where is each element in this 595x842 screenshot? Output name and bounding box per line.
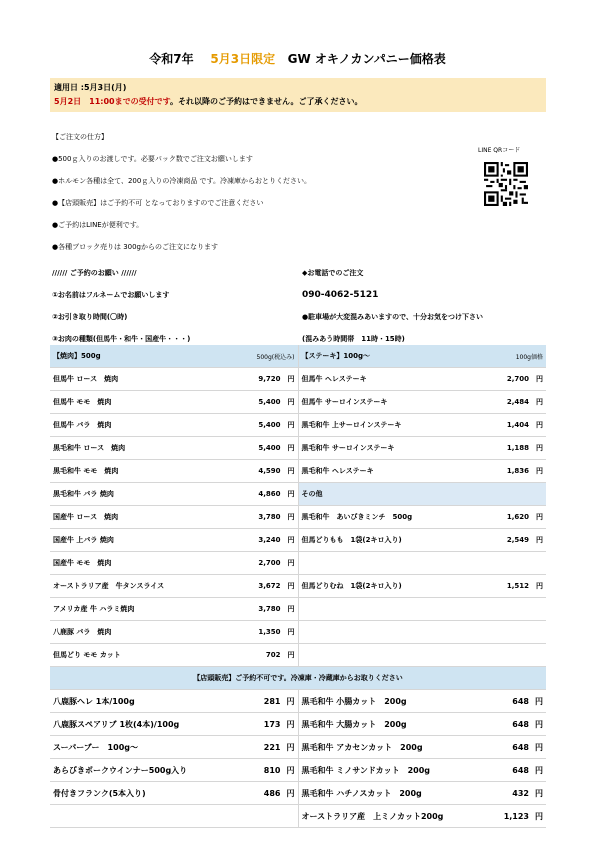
busy-hours: (混みあう時間帯 11時・15時) bbox=[302, 335, 405, 343]
yen-unit: 円 bbox=[535, 788, 543, 798]
price-value: 281 bbox=[263, 696, 281, 706]
price-value: 5,400 bbox=[258, 398, 281, 406]
product-name: 黒毛和牛 モモ 焼肉 bbox=[50, 460, 198, 483]
price-value: 5,400 bbox=[258, 421, 281, 429]
instruction-item: ●500ｇ入りのお渡しです。必要パック数でご注文お願いします bbox=[52, 155, 253, 163]
price-value: 5,400 bbox=[258, 444, 281, 452]
price-cell bbox=[198, 782, 298, 805]
product-name: 黒毛和牛 ハチノスカット 200g bbox=[298, 782, 468, 805]
page-title bbox=[0, 50, 595, 67]
table-row bbox=[50, 506, 546, 529]
price-cell bbox=[198, 368, 298, 391]
price-cell bbox=[198, 598, 298, 621]
table-row bbox=[50, 805, 546, 828]
instruction-item: ●ご予約はLINEが便利です。 bbox=[52, 221, 144, 229]
product-name: スーパーブー 100g～ bbox=[50, 736, 198, 759]
yen-unit: 円 bbox=[287, 444, 295, 452]
price-value: 648 bbox=[512, 765, 529, 775]
yen-unit: 円 bbox=[287, 375, 295, 383]
price-cell bbox=[468, 736, 546, 759]
price-cell bbox=[468, 805, 546, 828]
yen-unit: 円 bbox=[286, 696, 295, 706]
yen-unit: 円 bbox=[536, 582, 543, 590]
price-value: 432 bbox=[512, 788, 529, 798]
yen-unit: 円 bbox=[286, 765, 295, 775]
product-name: 黒毛和牛 アカセンカット 200g bbox=[298, 736, 468, 759]
price-cell bbox=[198, 713, 298, 736]
table-row bbox=[50, 483, 546, 506]
product-name: 黒毛和牛 バラ 焼肉 bbox=[50, 483, 198, 506]
yen-unit: 円 bbox=[287, 651, 295, 659]
table-row bbox=[50, 598, 546, 621]
table-row bbox=[50, 368, 546, 391]
reserve-item: ①お名前はフルネームでお願いします bbox=[52, 291, 170, 299]
price-value: 486 bbox=[263, 788, 281, 798]
table-row bbox=[50, 690, 546, 713]
deadline-note: 。それ以降のご予約はできません。ご了承ください。 bbox=[169, 97, 363, 106]
instruction-item: ●【店頭販売】はご予約不可 となっておりますのでご注意ください bbox=[52, 199, 264, 207]
yen-unit: 円 bbox=[535, 719, 543, 729]
price-value: 648 bbox=[512, 696, 529, 706]
price-cell bbox=[468, 713, 546, 736]
price-cell bbox=[468, 506, 546, 529]
yen-unit: 円 bbox=[287, 490, 295, 498]
parking-note: ●駐車場が大変混みあいますので、十分お気をつけ下さい bbox=[302, 313, 483, 321]
product-name: 黒毛和牛 サーロインステーキ bbox=[298, 437, 468, 460]
price-cell bbox=[468, 782, 546, 805]
product-name: 国産牛 上バラ 焼肉 bbox=[50, 529, 198, 552]
deadline-line bbox=[54, 95, 546, 109]
price-value: 1,123 bbox=[503, 811, 529, 821]
reserve-heading: ////// ご予約のお願い ////// bbox=[52, 269, 137, 277]
title-year: 令和7年 bbox=[149, 52, 194, 66]
product-name: 黒毛和牛 ヘレステーキ bbox=[298, 460, 468, 483]
phone-heading: ◆お電話でのご注文 bbox=[302, 269, 364, 277]
yen-unit: 円 bbox=[287, 513, 295, 521]
product-name: 八鹿豚スペアリブ 1枚(4本)/100g bbox=[50, 713, 198, 736]
price-cell bbox=[198, 759, 298, 782]
price-cell bbox=[468, 575, 546, 598]
price-value: 1,404 bbox=[506, 421, 529, 429]
price-cell bbox=[198, 460, 298, 483]
yen-unit: 円 bbox=[535, 696, 543, 706]
price-cell bbox=[468, 644, 546, 667]
yen-unit: 円 bbox=[536, 421, 543, 429]
price-cell bbox=[468, 437, 546, 460]
price-cell bbox=[468, 552, 546, 575]
product-name: 但馬牛 バラ 焼肉 bbox=[50, 414, 198, 437]
table-row bbox=[50, 644, 546, 667]
reserve-item: ③お肉の種類(但馬牛・和牛・国産牛・・・) bbox=[52, 335, 191, 343]
price-cell bbox=[198, 644, 298, 667]
price-cell bbox=[198, 805, 298, 828]
price-value: 1,188 bbox=[506, 444, 529, 452]
table-row bbox=[50, 782, 546, 805]
product-name bbox=[298, 644, 468, 667]
table-row bbox=[50, 437, 546, 460]
product-name: 但馬どりむね 1袋(2キロ入り) bbox=[298, 575, 468, 598]
yen-unit: 円 bbox=[535, 811, 543, 821]
price-cell bbox=[198, 414, 298, 437]
yakiniku-unit: 500g(税込み) bbox=[198, 345, 298, 368]
price-cell bbox=[198, 506, 298, 529]
product-name: 黒毛和牛 ミノサンドカット 200g bbox=[298, 759, 468, 782]
price-value: 702 bbox=[265, 651, 281, 659]
store-sale-title: 【店頭販売】ご予約不可です。冷凍庫・冷蔵庫からお取りください bbox=[50, 667, 546, 690]
yen-unit: 円 bbox=[287, 398, 295, 406]
product-name bbox=[298, 552, 468, 575]
steak-unit: 100g価格 bbox=[468, 345, 546, 368]
product-name: 但馬どり モモ カット bbox=[50, 644, 198, 667]
apply-date: 適用日 :5月3日(月) bbox=[54, 83, 127, 92]
yen-unit: 円 bbox=[536, 375, 543, 383]
product-name: 黒毛和牛 小腸カット 200g bbox=[298, 690, 468, 713]
yen-unit: 円 bbox=[287, 467, 295, 475]
price-cell bbox=[198, 736, 298, 759]
instructions-heading: 【ご注文の仕方】 bbox=[52, 133, 108, 141]
yen-unit: 円 bbox=[536, 467, 543, 475]
price-cell bbox=[468, 483, 546, 506]
price-value: 2,484 bbox=[506, 398, 529, 406]
order-instructions bbox=[52, 126, 472, 258]
price-value: 648 bbox=[512, 742, 529, 752]
product-name: 但馬牛 ロース 焼肉 bbox=[50, 368, 198, 391]
product-name bbox=[298, 598, 468, 621]
price-cell bbox=[468, 368, 546, 391]
table-row bbox=[50, 713, 546, 736]
product-name: あらびきポークウインナー500g入り bbox=[50, 759, 198, 782]
price-cell bbox=[198, 437, 298, 460]
table-row bbox=[50, 759, 546, 782]
steak-header: 【ステーキ】100g～ bbox=[298, 345, 468, 368]
product-name: 但馬牛 モモ 焼肉 bbox=[50, 391, 198, 414]
yen-unit: 円 bbox=[287, 421, 295, 429]
price-cell bbox=[198, 483, 298, 506]
yen-unit: 円 bbox=[536, 513, 543, 521]
reserve-item: ②お引き取り時間(〇時) bbox=[52, 313, 128, 321]
price-value: 3,780 bbox=[258, 605, 281, 613]
price-cell bbox=[198, 575, 298, 598]
product-name: オーストラリア産 上ミノカット200g bbox=[298, 805, 468, 828]
yakiniku-header: 【焼肉】500g bbox=[50, 345, 198, 368]
product-name: 黒毛和牛 上サーロインステーキ bbox=[298, 414, 468, 437]
product-name: その他 bbox=[298, 483, 468, 506]
instruction-item: ●ホルモン各種は全て、200ｇ入りの冷凍商品 です。冷凍庫からおとりください。 bbox=[52, 177, 311, 185]
table-row bbox=[50, 391, 546, 414]
price-value: 4,590 bbox=[258, 467, 281, 475]
price-cell bbox=[468, 621, 546, 644]
product-name: 国産牛 モモ 焼肉 bbox=[50, 552, 198, 575]
title-date: 5月3日限定 bbox=[210, 52, 276, 66]
table-row bbox=[50, 621, 546, 644]
price-value: 1,512 bbox=[506, 582, 529, 590]
price-value: 2,549 bbox=[506, 536, 529, 544]
phone-number[interactable]: 090-4062-5121 bbox=[302, 290, 379, 300]
yen-unit: 円 bbox=[536, 398, 543, 406]
yen-unit: 円 bbox=[535, 765, 543, 775]
title-name: GW オキノカンパニー価格表 bbox=[287, 52, 446, 66]
price-value: 3,240 bbox=[258, 536, 281, 544]
product-name: 但馬牛 サーロインステーキ bbox=[298, 391, 468, 414]
product-name: 黒毛和牛 あいびきミンチ 500g bbox=[298, 506, 468, 529]
yen-unit: 円 bbox=[287, 628, 295, 636]
price-value: 648 bbox=[512, 719, 529, 729]
price-cell bbox=[198, 690, 298, 713]
price-value: 3,672 bbox=[258, 582, 281, 590]
price-value: 1,620 bbox=[506, 513, 529, 521]
yen-unit: 円 bbox=[286, 742, 295, 752]
table-row bbox=[50, 575, 546, 598]
table-row bbox=[50, 414, 546, 437]
price-cell bbox=[198, 529, 298, 552]
yen-unit: 円 bbox=[287, 582, 295, 590]
yen-unit: 円 bbox=[536, 444, 543, 452]
product-name: 八鹿豚ヘレ 1本/100g bbox=[50, 690, 198, 713]
phone-order bbox=[302, 262, 483, 350]
product-name bbox=[50, 805, 198, 828]
price-cell bbox=[468, 759, 546, 782]
price-cell bbox=[468, 414, 546, 437]
deadline: 5月2日 11:00までの受付です bbox=[54, 97, 170, 106]
table-row bbox=[50, 529, 546, 552]
price-cell bbox=[468, 391, 546, 414]
product-name: 骨付きフランク(5本入り) bbox=[50, 782, 198, 805]
instruction-item: ●各種ブロック売りは 300gからのご注文になります bbox=[52, 243, 218, 251]
line-qr-code-icon[interactable] bbox=[484, 162, 528, 206]
price-value: 173 bbox=[263, 719, 281, 729]
price-value: 3,780 bbox=[258, 513, 281, 521]
product-name: 国産牛 ロース 焼肉 bbox=[50, 506, 198, 529]
table-row bbox=[50, 736, 546, 759]
store-sale-header bbox=[50, 667, 546, 690]
price-cell bbox=[198, 552, 298, 575]
table-row bbox=[50, 460, 546, 483]
qr-label: LINE QRコード bbox=[478, 147, 521, 154]
product-name: 但馬牛 ヘレステーキ bbox=[298, 368, 468, 391]
yen-unit: 円 bbox=[536, 536, 543, 544]
product-name: 但馬どりもも 1袋(2キロ入り) bbox=[298, 529, 468, 552]
price-value: 4,860 bbox=[258, 490, 281, 498]
product-name: オーストラリア産 牛タンスライス bbox=[50, 575, 198, 598]
yen-unit: 円 bbox=[287, 536, 295, 544]
price-cell bbox=[468, 529, 546, 552]
yen-unit: 円 bbox=[286, 719, 295, 729]
product-name bbox=[298, 621, 468, 644]
yen-unit: 円 bbox=[287, 559, 295, 567]
price-value: 1,836 bbox=[506, 467, 529, 475]
price-value: 1,350 bbox=[258, 628, 281, 636]
yen-unit: 円 bbox=[286, 788, 295, 798]
price-cell bbox=[198, 391, 298, 414]
price-cell bbox=[468, 460, 546, 483]
price-cell bbox=[198, 621, 298, 644]
price-value: 2,700 bbox=[258, 559, 281, 567]
price-value: 2,700 bbox=[506, 375, 529, 383]
price-cell bbox=[468, 690, 546, 713]
price-value: 9,720 bbox=[258, 375, 281, 383]
yen-unit: 円 bbox=[535, 742, 543, 752]
table-row bbox=[50, 552, 546, 575]
table-header bbox=[50, 345, 546, 368]
product-name: 黒毛和牛 ロース 焼肉 bbox=[50, 437, 198, 460]
price-value: 221 bbox=[263, 742, 281, 752]
product-name: 八鹿豚 バラ 焼肉 bbox=[50, 621, 198, 644]
product-name: 黒毛和牛 大腸カット 200g bbox=[298, 713, 468, 736]
price-value: 810 bbox=[263, 765, 281, 775]
yen-unit: 円 bbox=[287, 605, 295, 613]
reservation-requests bbox=[52, 262, 190, 350]
price-cell bbox=[468, 598, 546, 621]
price-table bbox=[50, 345, 546, 828]
product-name: アメリカ産 牛 ハラミ焼肉 bbox=[50, 598, 198, 621]
notice-banner bbox=[50, 78, 546, 112]
